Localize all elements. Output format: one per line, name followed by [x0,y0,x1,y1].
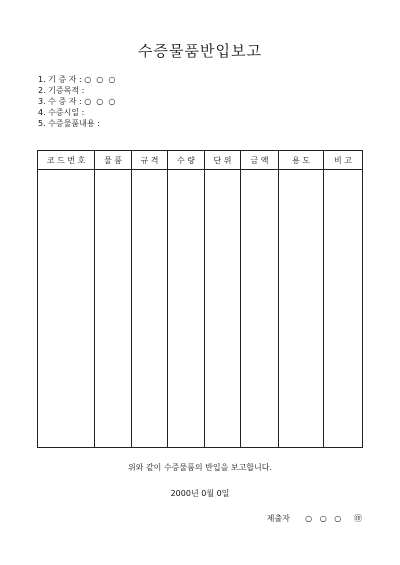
cell-remarks [324,170,363,448]
cell-code [38,170,95,448]
header-item: 물 품 [95,151,132,170]
info-date-received: 4. 수증시일 : [38,108,85,117]
header-quantity: 수 량 [168,151,205,170]
cell-amount [241,170,279,448]
header-amount: 금 액 [241,151,279,170]
table-header-row [38,151,363,170]
report-date: 2000년 0월 0일 [170,489,230,498]
header-unit: 단 위 [205,151,241,170]
header-code: 코 드 번 호 [38,151,95,170]
info-recipient: 3. 수 증 자 : ○ ○ ○ [38,97,116,106]
header-spec: 규 격 [132,151,168,170]
info-purpose: 2. 기증목적 : [38,86,85,95]
cell-spec [132,170,168,448]
table-body-row [38,170,363,448]
cell-unit [205,170,241,448]
header-usage: 용 도 [279,151,324,170]
cell-usage [279,170,324,448]
info-list [38,74,115,129]
info-items-content: 5. 수증물품내용 : [38,119,100,128]
report-statement: 위와 같이 수증물품의 반입을 보고합니다. [127,463,273,472]
document-title: 수증물품반입보고 [138,42,262,60]
cell-quantity [168,170,205,448]
items-table [37,150,363,448]
header-remarks: 비 고 [324,151,363,170]
submitter-line: 제출자 ○ ○ ○ ㊞ [266,514,362,523]
info-donor: 1. 기 증 자 : ○ ○ ○ [38,75,116,84]
cell-item [95,170,132,448]
